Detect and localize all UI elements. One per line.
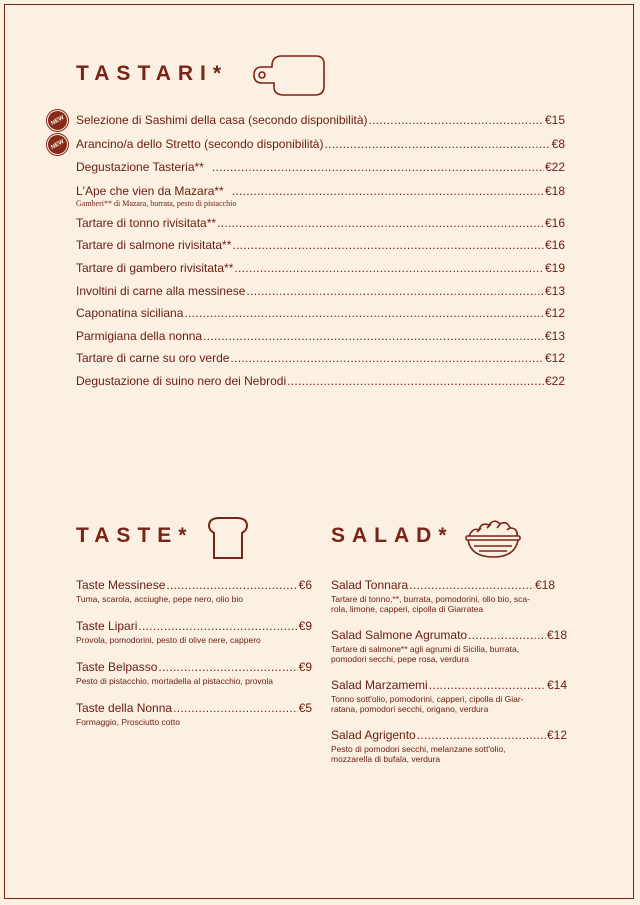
- item-description: Pesto di pistacchio, mortadella al pistacchio, provola: [76, 676, 274, 686]
- item-name: Degustazione Tasteria**: [76, 160, 204, 174]
- list-item: [76, 137, 565, 151]
- list-item: [331, 678, 567, 692]
- item-name: Salad Marzamemi: [331, 678, 428, 692]
- salad-bowl-icon: [463, 515, 523, 561]
- item-price: €8: [551, 137, 565, 151]
- new-badge-icon: NEW: [43, 130, 72, 159]
- item-name: Taste Belpasso: [76, 660, 158, 674]
- item-description: Tuma, scarola, acciughe, pepe nero, olio bio: [76, 594, 243, 604]
- item-price: €6: [298, 578, 312, 592]
- item-price: €22: [544, 160, 565, 174]
- item-price: €9: [298, 619, 312, 633]
- list-item: [76, 374, 565, 388]
- item-price: €18: [546, 628, 567, 642]
- item-description: Gamberi** di Mazara, burrata, pesto di pistacchio: [76, 199, 237, 208]
- item-name: Parmigiana della nonna: [76, 329, 203, 343]
- cutting-board-icon: [250, 52, 328, 98]
- list-item: [76, 660, 312, 674]
- item-price: €12: [544, 306, 565, 320]
- section-title-tastari: TASTARI*: [76, 62, 229, 85]
- item-name: Taste Messinese: [76, 578, 166, 592]
- item-description: Pesto di pomodori secchi, melanzane sott'olio, mozzarella di bufala, verdura: [331, 744, 506, 764]
- item-price: €12: [544, 351, 565, 365]
- section-title-taste: TASTE*: [76, 524, 194, 547]
- item-price: €13: [544, 284, 565, 298]
- bread-slice-icon: [207, 516, 249, 560]
- item-name: Tartare di carne su oro verde: [76, 351, 230, 365]
- list-item: [76, 284, 565, 298]
- item-price: €14: [546, 678, 567, 692]
- item-name: Salad Tonnara: [331, 578, 409, 592]
- item-price: €13: [544, 329, 565, 343]
- item-name: Tartare di gambero rivisitata**: [76, 261, 234, 275]
- item-name: Selezione di Sashimi della casa (secondo disponibilità): [76, 113, 368, 127]
- list-item: [331, 628, 567, 642]
- item-name: Degustazione di suino nero dei Nebrodi: [76, 374, 287, 388]
- list-item: [76, 619, 312, 633]
- list-item: [76, 216, 565, 230]
- item-description: Tartare di tonno,**, burrata, pomodorini, olio bio, sca- rola, limone, capperi, cipolla di Giarratea: [331, 594, 530, 614]
- list-item: [331, 578, 555, 592]
- item-description: Formaggio, Prosciutto cotto: [76, 717, 180, 727]
- item-price: €5: [298, 701, 312, 715]
- list-item: [76, 184, 565, 198]
- list-item: [76, 329, 565, 343]
- item-price: €18: [544, 184, 565, 198]
- item-name: Tartare di tonno rivisitata**: [76, 216, 217, 230]
- item-price: €16: [544, 238, 565, 252]
- item-price: €12: [546, 728, 567, 742]
- item-description: Tonno sott'olio, pomodorini, capperi, cipolla di Giar- ratana, pomodori secchi, origano, verdura: [331, 694, 524, 714]
- item-price: €9: [298, 660, 312, 674]
- list-item: [76, 701, 312, 715]
- list-item: [76, 261, 565, 275]
- item-price: €19: [544, 261, 565, 275]
- list-item: [76, 351, 565, 365]
- item-name: Arancino/a dello Stretto (secondo disponibilità): [76, 137, 324, 151]
- item-price: €16: [544, 216, 565, 230]
- item-name: Taste della Nonna: [76, 701, 173, 715]
- list-item: [76, 238, 565, 252]
- item-name: Taste Lipari: [76, 619, 138, 633]
- section-title-salad: SALAD*: [331, 524, 454, 547]
- item-price: €15: [544, 113, 565, 127]
- item-name: Caponatina siciliana: [76, 306, 184, 320]
- list-item: [76, 578, 312, 592]
- item-name: L'Ape che vien da Mazara**: [76, 184, 224, 198]
- list-item: [76, 160, 565, 174]
- list-item: [331, 728, 567, 742]
- list-item: [76, 306, 565, 320]
- item-description: Provola, pomodorini, pesto di olive nere, cappero: [76, 635, 261, 645]
- new-badge-icon: NEW: [43, 106, 72, 135]
- item-price: €18: [534, 578, 555, 592]
- list-item: [76, 113, 565, 127]
- item-price: €22: [544, 374, 565, 388]
- item-name: Salad Salmone Agrumato: [331, 628, 468, 642]
- item-name: Tartare di salmone rivisitata**: [76, 238, 232, 252]
- item-name: Involtini di carne alla messinese: [76, 284, 246, 298]
- item-description: Tartare di salmone** agli agrumi di Sicilia, burrata, pomodori secchi, pepe rosa, verdura: [331, 644, 520, 664]
- item-name: Salad Agrigento: [331, 728, 416, 742]
